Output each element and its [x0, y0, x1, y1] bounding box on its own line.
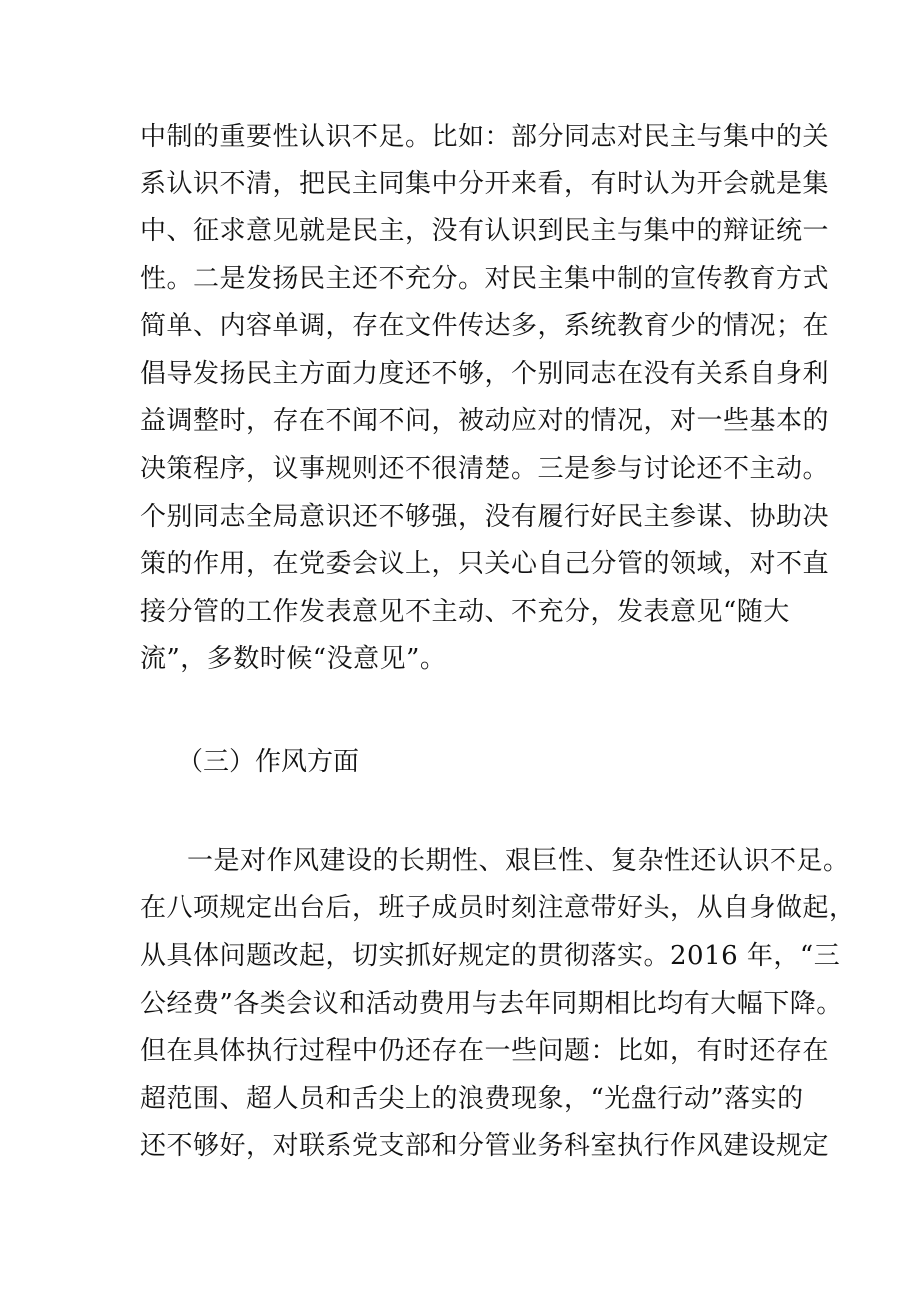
- text-line: 从具体问题改起，切实抓好规定的贯彻落实。2016 年，“三: [140, 941, 841, 971]
- section-heading: （三）作风方面: [177, 747, 360, 777]
- text-line: 系认识不清，把民主同集中分开来看，有时认为开会就是集: [140, 169, 830, 199]
- text-line: 一是对作风建设的长期性、艰巨性、复杂性还认识不足。: [187, 846, 850, 876]
- text-line: 在八项规定出台后，班子成员时刻注意带好头，从自身做起，: [140, 893, 856, 923]
- text-line: 公经费”各类会议和活动费用与去年同期相比均有大幅下降。: [140, 989, 843, 1019]
- text-line: 策的作用，在党委会议上，只关心自己分管的领域，对不直: [140, 549, 830, 579]
- text-line: 性。二是发扬民主还不充分。对民主集中制的宣传教育方式: [140, 264, 830, 294]
- text-line: 决策程序，议事规则还不很清楚。三是参与讨论还不主动。: [140, 454, 830, 484]
- text-line: 接分管的工作发表意见不主动、不充分，发表意见“随大: [140, 597, 790, 627]
- text-line: 超范围、超人员和舌尖上的浪费现象，“光盘行动”落实的: [140, 1084, 804, 1114]
- text-line: 还不够好，对联系党支部和分管业务科室执行作风建设规定: [140, 1131, 830, 1161]
- text-line: 个别同志全局意识还不够强，没有履行好民主参谋、协助决: [140, 502, 830, 532]
- text-line: 益调整时，存在不闻不问，被动应对的情况，对一些基本的: [140, 406, 830, 436]
- text-line: 中制的重要性认识不足。比如：部分同志对民主与集中的关: [140, 122, 830, 152]
- text-line: 倡导发扬民主方面力度还不够，个别同志在没有关系自身利: [140, 359, 830, 389]
- text-line: 中、征求意见就是民主，没有认识到民主与集中的辩证统一: [140, 216, 830, 246]
- text-line: 简单、内容单调，存在文件传达多，系统教育少的情况；在: [140, 311, 830, 341]
- text-line: 流”，多数时候“没意见”。: [140, 644, 447, 674]
- text-line: 但在具体执行过程中仍还存在一些问题：比如，有时还存在: [140, 1036, 830, 1066]
